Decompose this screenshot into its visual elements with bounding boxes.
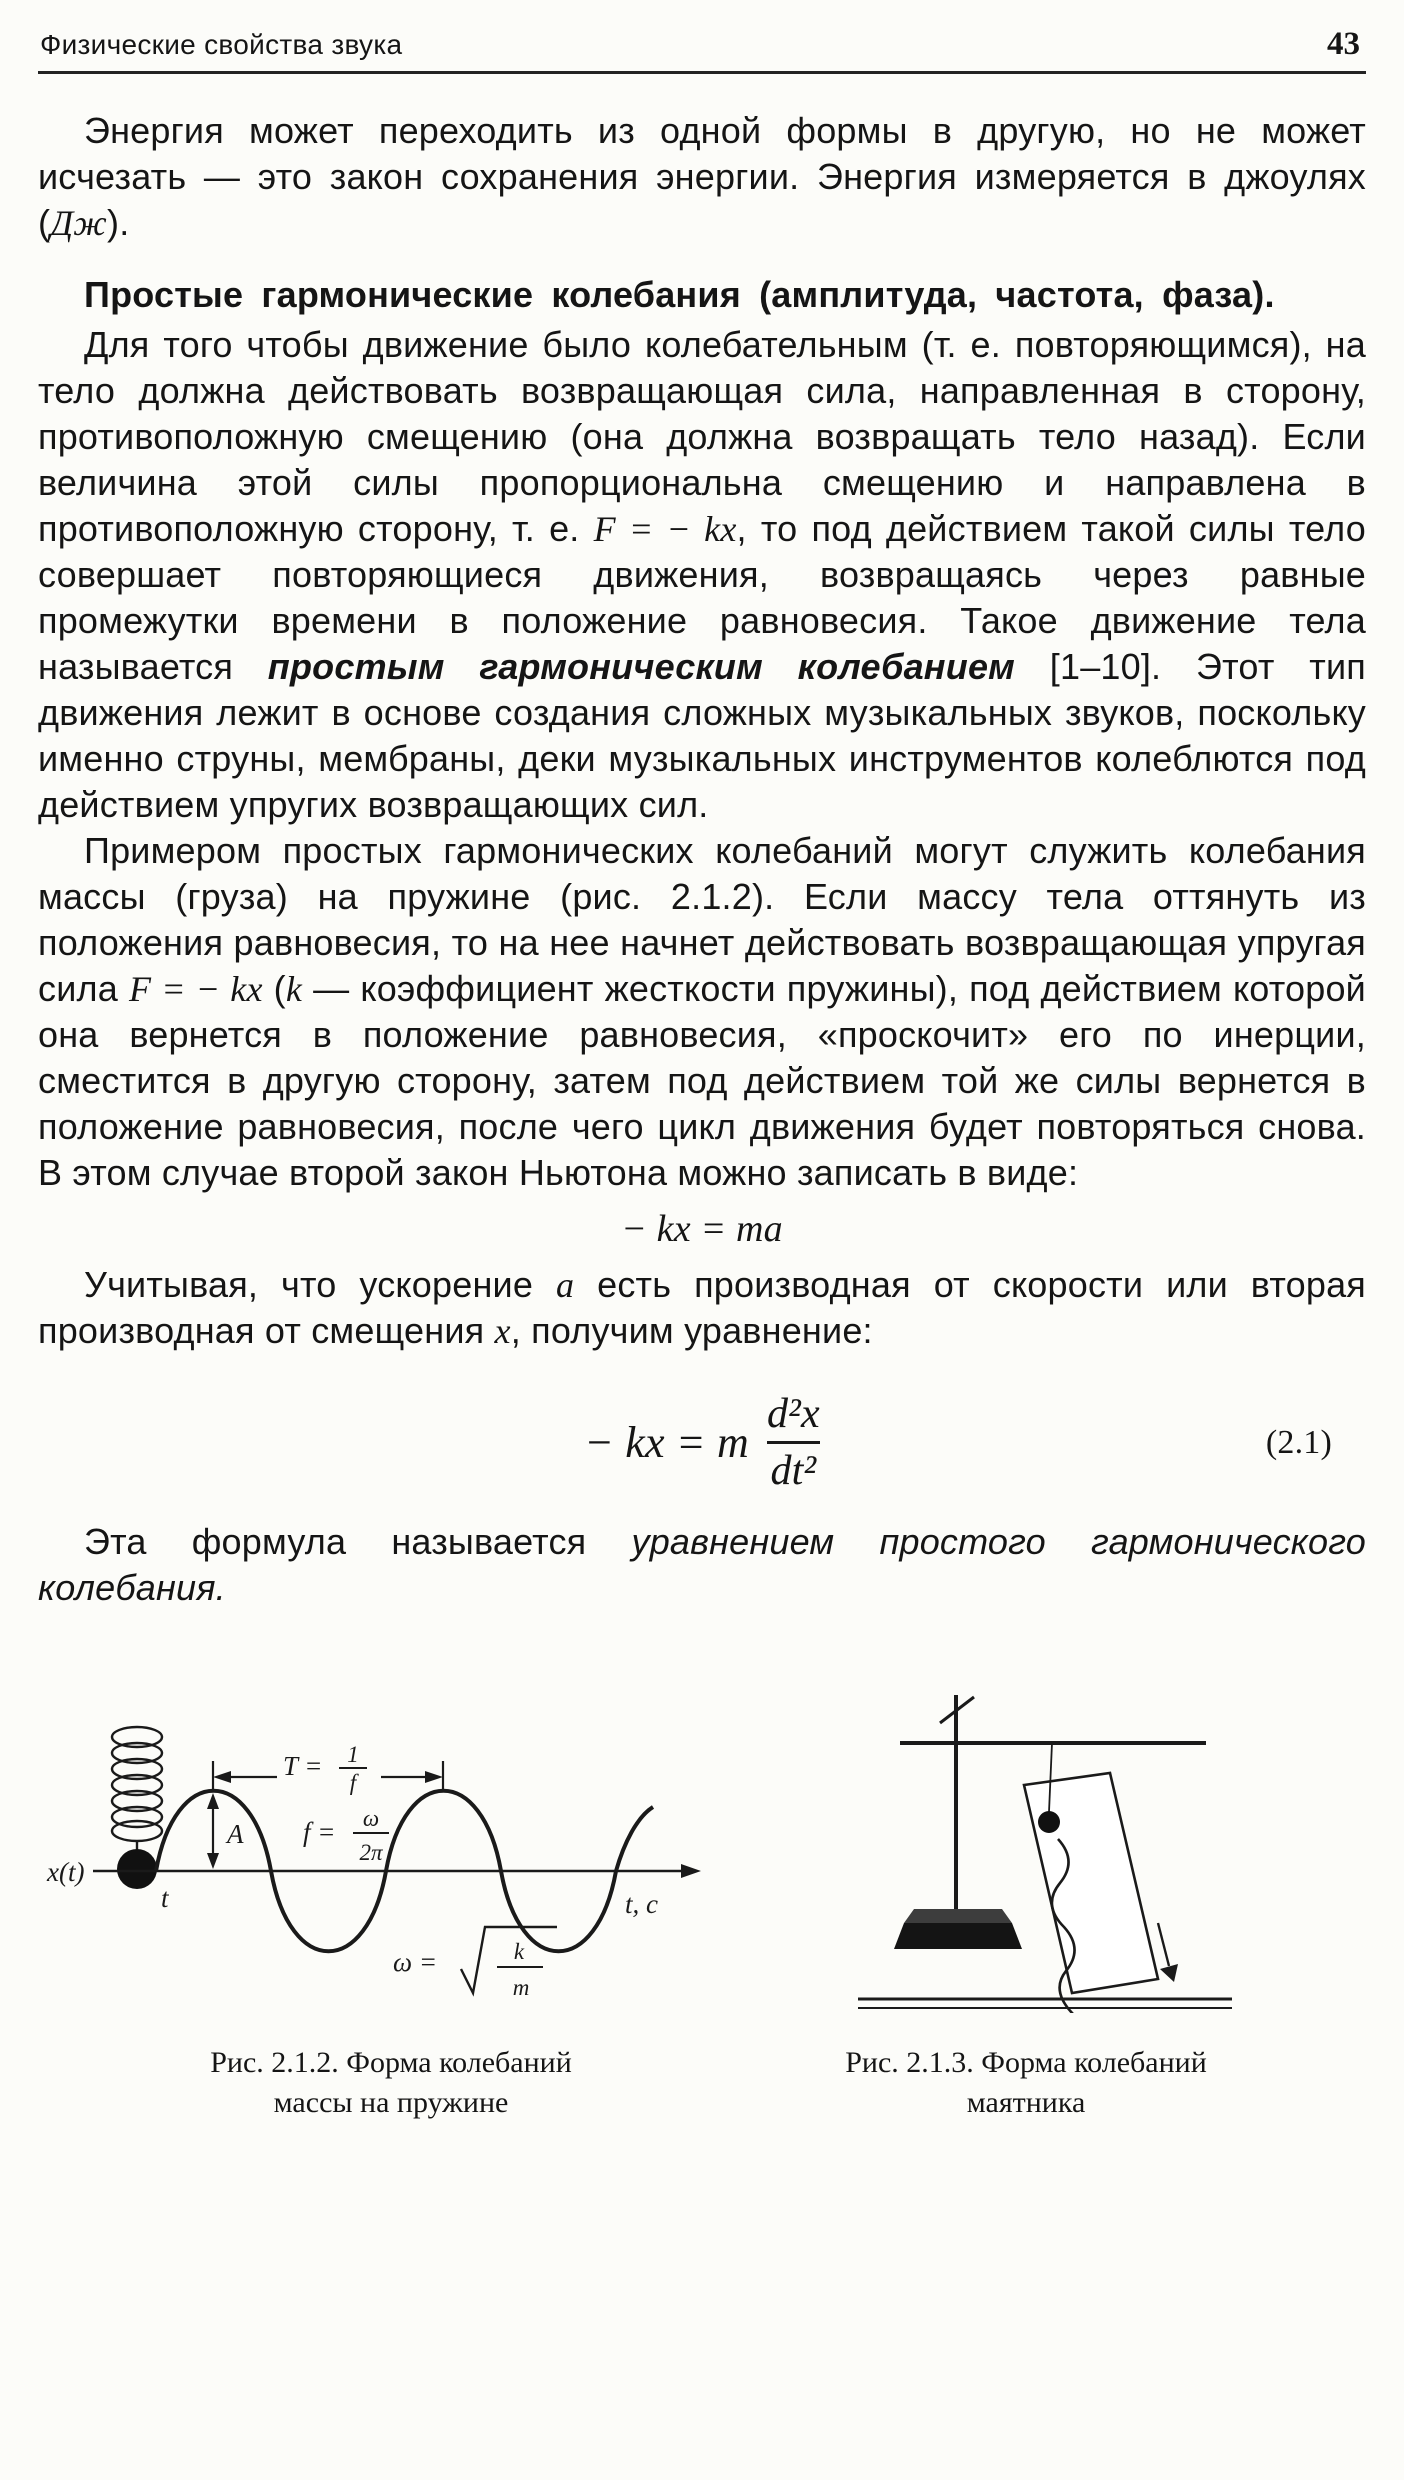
page-body (38, 108, 1366, 1611)
variable-k: k (285, 969, 303, 1009)
figures-row (38, 1681, 1366, 2123)
figure-block-spring-mass (38, 1721, 744, 2123)
caption-line: Рис. 2.1.2. Форма колебаний (210, 2046, 572, 2080)
figure-caption-2-1-3 (845, 2043, 1207, 2123)
variable-x: x (494, 1311, 511, 1351)
text-run: ). (107, 202, 130, 243)
stand-base (894, 1923, 1022, 1949)
text-run: Учитывая, что ускорение (84, 1264, 556, 1305)
period-fraction-num: 1 (347, 1742, 359, 1768)
paragraph-oscillation-definition (38, 322, 1366, 828)
stand-base-top (904, 1909, 1012, 1923)
formula-inline: F = − kx (128, 969, 263, 1009)
figure-spring-mass-oscillation (41, 1721, 741, 2013)
period-arrowhead-right (425, 1771, 443, 1783)
paper-strip (1024, 1773, 1158, 1993)
frequency-label: f = (303, 1817, 336, 1848)
formula-inline: F = − kx (593, 509, 737, 549)
fraction-numerator: d²x (766, 1391, 820, 1437)
equation-number: (2.1) (1265, 1423, 1332, 1461)
frequency-fraction-num: ω (362, 1806, 380, 1832)
caption-line: маятника (966, 2086, 1086, 2120)
text-run: [1–10]. Этот тип движения лежит в основе создания сложных музыкальных звуков, поскольку именно струны, мембраны, деки музыкальных инструментов колеблются под действием упругих возвращающих сил. (38, 646, 1366, 825)
text-run: ( (262, 968, 286, 1009)
spring-coil-icon (112, 1727, 162, 1851)
running-header (38, 22, 1366, 74)
amplitude-arrowhead-bottom (207, 1853, 219, 1869)
text-run: — коэффициент жесткости пружины), под действием которой она вернется в положение равновесия, «проскочит» его по инерции, сместится в другую сторону, затем под действием той же силы вернется в положение равновесия, после чего цикл движения будет повторяться снова. В этом случае второй закон Ньютона можно записать в виде: (38, 968, 1366, 1193)
amplitude-label: A (227, 1819, 244, 1850)
text-run: , то под действием такой силы тело совершает повторяющиеся движения, возвращаясь через равные промежутки времени в положение равновесия. Такое движение тела называется (38, 508, 1366, 687)
caption-line: массы на пружине (273, 2086, 509, 2120)
paragraph-energy (38, 108, 1366, 246)
term-emphasis: простым гармоническим колебанием (267, 646, 1015, 687)
running-title: Физические свойства звука (40, 29, 403, 60)
section-heading: Простые гармонические колебания (амплитуда, частота, фаза). (84, 274, 1275, 315)
page-number: 43 (1327, 26, 1360, 62)
text-run: Примером простых гармонических колебаний могут служить колебания массы (груза) на пружине (рис. 2.1.2). Если массу тела оттянуть из положения равновесия, то на нее начнет действовать возвращающая упругая сила (38, 830, 1366, 1009)
amplitude-arrowhead-top (207, 1793, 219, 1809)
text-run: есть производная от скорости или вторая производная от смещения (38, 1264, 1366, 1351)
paragraph-acceleration (38, 1262, 1366, 1354)
figure-block-pendulum (800, 1681, 1252, 2123)
text-run: , получим уравнение: (510, 1310, 873, 1351)
equation-fraction (767, 1392, 820, 1493)
period-label: T = (283, 1751, 323, 1782)
motion-arrow (1158, 1923, 1169, 1966)
equation-2-1 (38, 1392, 1366, 1493)
omega-label: ω = (393, 1947, 438, 1978)
text-run-italic: Дж (50, 203, 107, 243)
text-run: Для того чтобы движение было колебательным (т. е. повторяющимся), на тело должна действовать возвращающая сила, направленная в сторону, противоположную смещению (она должна возвращать тело назад). Если величина этой силы пропорциональна смещению и направлена в противоположную сторону, т. е. (38, 324, 1366, 549)
paragraph-formula-name (38, 1519, 1366, 1611)
radical-sign (461, 1927, 557, 1993)
motion-arrowhead (1160, 1964, 1178, 1982)
variable-a: a (555, 1265, 575, 1305)
omega-fraction-num: k (513, 1939, 525, 1965)
caption-line: Рис. 2.1.3. Форма колебаний (845, 2046, 1207, 2080)
period-arrowhead-left (213, 1771, 231, 1783)
time-axis-arrowhead (681, 1864, 701, 1878)
paragraph-spring-example (38, 828, 1366, 1196)
equation-newton-law: − kx = ma (621, 1208, 783, 1250)
figure-pendulum-oscillation (806, 1681, 1246, 2013)
period-fraction-den: f (349, 1770, 357, 1796)
equation-lhs: − kx = m (584, 1417, 749, 1467)
frequency-fraction-den: 2π (359, 1840, 383, 1866)
text-run: Эта формула называется (84, 1521, 632, 1563)
fraction-bar (767, 1441, 820, 1444)
term-emphasis-italic: уравнением простого гармонического колебания. (38, 1521, 1367, 1609)
time-origin-label: t (161, 1883, 169, 1914)
omega-fraction-den: m (512, 1975, 530, 2001)
pendulum-ball (1038, 1811, 1060, 1833)
text-run: Энергия может переходить из одной формы в другую, но не может исчезать — это закон сохранения энергии. Энергия измеряется в джоулях ( (38, 110, 1366, 243)
time-axis-label: t, c (625, 1889, 658, 1920)
mass-ball (117, 1849, 157, 1889)
figure-caption-2-1-2 (210, 2043, 572, 2123)
fraction-denominator: dt² (770, 1448, 817, 1495)
displacement-axis-label: x(t) (47, 1857, 85, 1888)
